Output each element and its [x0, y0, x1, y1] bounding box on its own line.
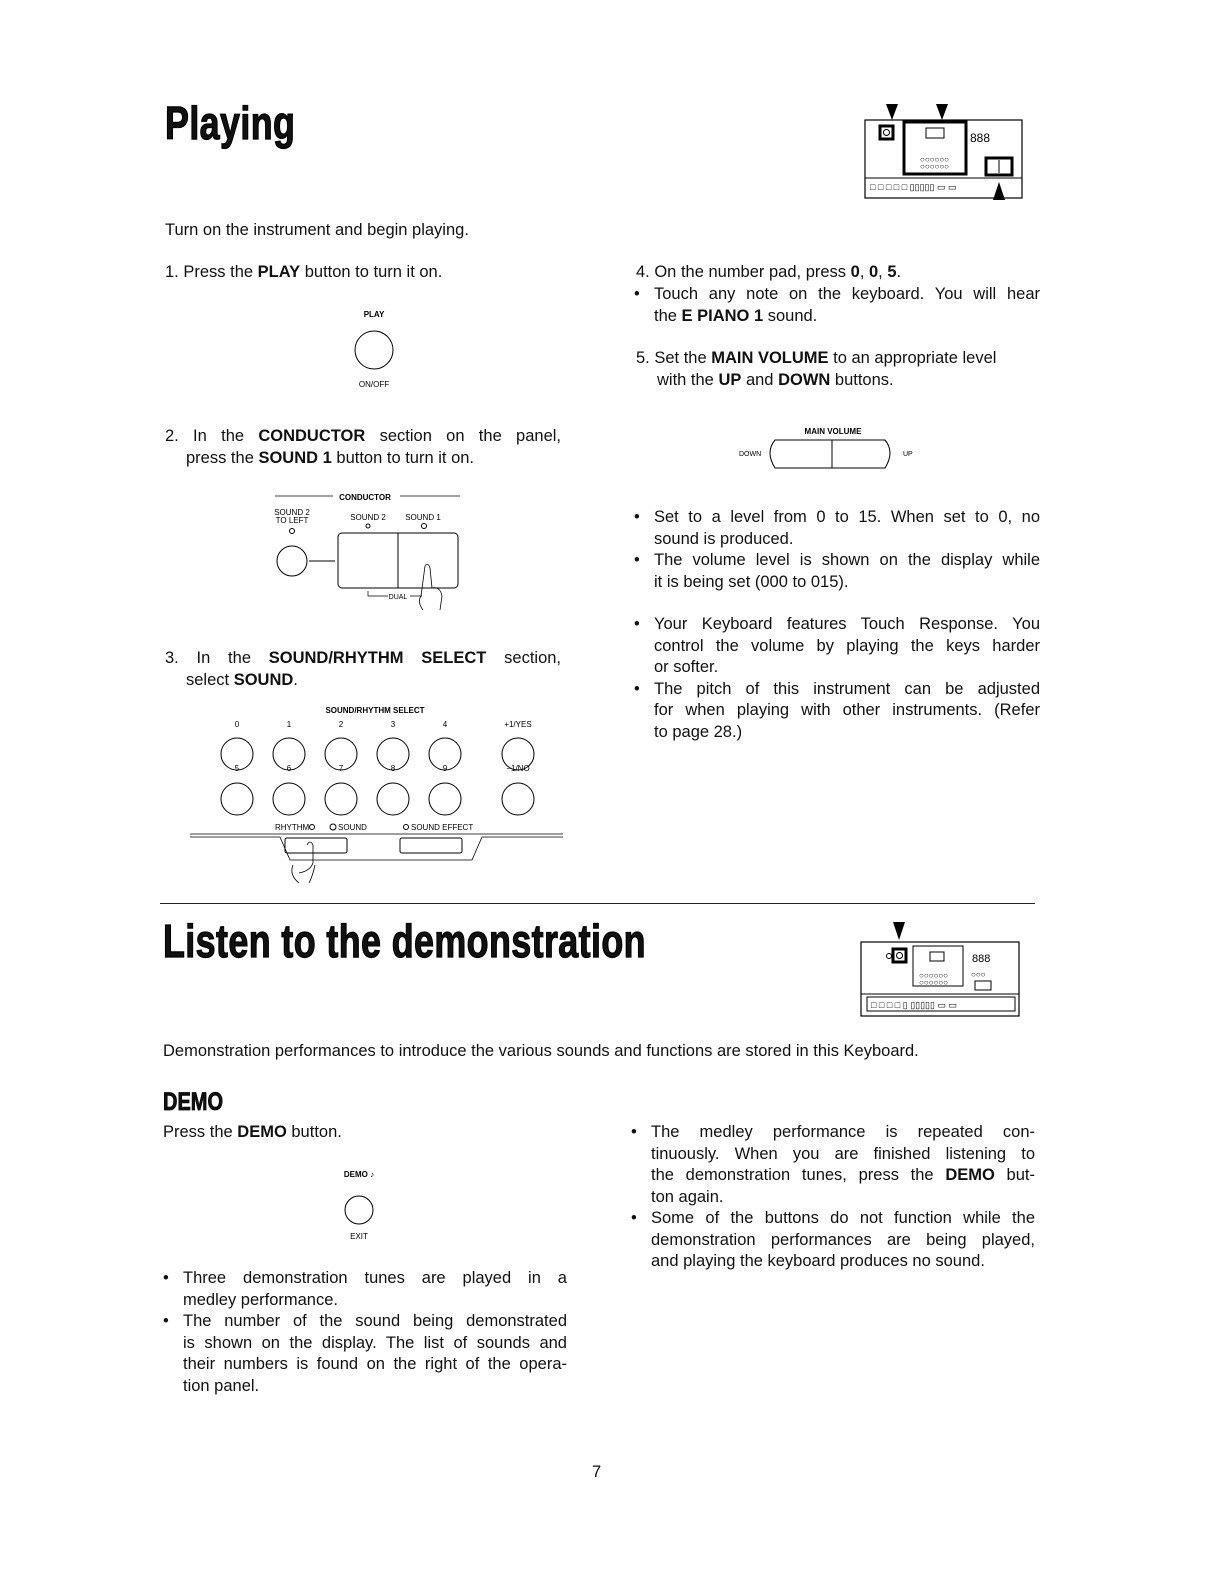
text-line [651, 1122, 1035, 1144]
text-span: Your Keyboard features Touch Response. You [654, 615, 1040, 633]
text-line [165, 262, 442, 284]
number-button [429, 783, 461, 815]
section-title-playing: Playing [165, 97, 296, 149]
number-button-label: 0 [234, 720, 240, 729]
sound2-to-left-button [277, 546, 307, 576]
text-line [183, 1333, 567, 1355]
text-span: their numbers is found on the right of the opera- [183, 1355, 567, 1373]
section-title-demonstration: Listen to the demonstration [163, 915, 646, 967]
text-line [654, 284, 1040, 306]
svg-text:○○○○○○: ○○○○○○ [919, 978, 948, 987]
step-1-text [165, 262, 442, 284]
demo-notes-right [627, 1122, 1035, 1273]
bullet-item [630, 679, 1040, 744]
number-button-label: 9 [442, 764, 448, 773]
bullet-item [627, 1122, 1035, 1208]
step-2-text [165, 426, 561, 469]
demo-label: DEMO ♪ [343, 1170, 375, 1179]
intro-text [165, 220, 469, 242]
text-span: to page 28.) [654, 722, 743, 741]
text-span: 1. Press the [165, 263, 258, 281]
text-span: The pitch of this instrument can be adjusted [654, 679, 1040, 698]
touch-pitch-notes [630, 614, 1040, 743]
svg-text:□ □ □ □ ▯ ▯▯▯▯▯ ▭ ▭: □ □ □ □ ▯ ▯▯▯▯▯ ▭ ▭ [871, 1000, 957, 1010]
text-line [654, 306, 1040, 328]
hand-pointer-icon [292, 842, 315, 883]
text-line [654, 550, 1040, 572]
text-span: demonstration performances are being played, [651, 1230, 1035, 1249]
sound-effect-button [400, 838, 462, 853]
text-span: 3. In the [165, 649, 269, 667]
text-span: to an appropriate level [828, 349, 997, 367]
sound2-label: SOUND 2 [350, 513, 386, 522]
svg-text:○○○: ○○○ [971, 970, 986, 979]
led-lit-icon [422, 524, 427, 529]
main-volume-label: MAIN VOLUME [804, 427, 862, 436]
text-span: control the volume by playing the keys harder [654, 636, 1040, 655]
demo-subheading: DEMO [163, 1088, 223, 1116]
text-span: press the [186, 448, 259, 467]
sound-label: SOUND [338, 823, 367, 832]
bold-term: DEMO [237, 1123, 287, 1141]
page-number: 7 [592, 1463, 602, 1481]
text-line [651, 1251, 1035, 1273]
bold-term: MAIN VOLUME [711, 349, 829, 367]
bullet-item [159, 1311, 567, 1397]
down-label: DOWN [739, 451, 762, 458]
rhythm-sound-button [285, 838, 347, 853]
text-span: 5. Set the [636, 349, 712, 367]
text-span: Turn on the instrument and begin playing. [165, 221, 469, 239]
text-line [165, 448, 561, 470]
text-span: button. [286, 1123, 342, 1141]
text-span: The number of the sound being demonstrated [183, 1312, 567, 1330]
number-button-label: 2 [338, 720, 344, 729]
text-span: Three demonstration tunes are played in a [183, 1269, 567, 1287]
text-line [183, 1311, 567, 1333]
text-span: with the [657, 370, 719, 389]
text-line [165, 426, 561, 448]
text-span: medley performance. [183, 1290, 338, 1309]
text-line [636, 370, 996, 392]
text-span: or softer. [654, 658, 719, 676]
section-divider [160, 903, 1035, 904]
led-lit-icon [330, 824, 336, 830]
text-span: for when playing with other instruments. (Refer [654, 701, 1040, 719]
conductor-diagram [255, 488, 470, 613]
text-line [165, 670, 561, 692]
text-line [163, 1122, 342, 1144]
text-span: Set to a level from 0 to 15. When set to 0, no [654, 508, 1040, 526]
arrow-down-icon [893, 922, 905, 940]
text-span: 4. On the number pad, press [636, 263, 851, 281]
bold-term: UP [718, 370, 742, 389]
number-button-label: 3 [390, 720, 396, 729]
dual-label: DUAL [388, 594, 408, 601]
bold-term: 0 [868, 263, 879, 281]
play-button-diagram [330, 300, 420, 395]
text-span: Some of the buttons do not function while the [651, 1209, 1035, 1227]
panel-locator-diagram [860, 100, 1030, 202]
text-span: Press the [163, 1123, 238, 1141]
text-line [654, 679, 1040, 701]
bold-term: CONDUCTOR [258, 427, 366, 445]
text-span: and playing the keyboard produces no sound. [651, 1252, 985, 1270]
text-span: , [859, 263, 869, 281]
up-label: UP [903, 451, 913, 458]
panel-locator-diagram [855, 920, 1025, 1020]
text-line [654, 636, 1040, 658]
bullet-item [630, 507, 1040, 550]
text-span: , [878, 263, 888, 281]
text-span: . [896, 263, 902, 281]
number-button-label: −1/NO [506, 764, 530, 773]
text-span: buttons. [830, 370, 894, 389]
text-span: Touch any note on the keyboard. You will hear [654, 285, 1040, 303]
bullet-item [630, 614, 1040, 679]
text-line [654, 507, 1040, 529]
text-line [183, 1290, 567, 1312]
text-span: The medley performance is repeated con- [651, 1123, 1035, 1141]
number-button-label: 5 [234, 764, 240, 773]
number-button-label: 7 [338, 764, 344, 773]
text-line [183, 1376, 567, 1398]
text-span: 2. In the [165, 427, 259, 445]
text-span: . [293, 670, 298, 689]
step-4-bullets [630, 284, 1040, 327]
text-span: ton again. [651, 1187, 724, 1206]
number-button [325, 783, 357, 815]
on-off-label: ON/OFF [358, 380, 390, 389]
text-span: section, [486, 649, 562, 667]
demo-button-circle [345, 1196, 373, 1224]
text-line [636, 348, 996, 370]
text-line [183, 1354, 567, 1376]
bold-term: DEMO [945, 1166, 995, 1184]
volume-notes [630, 507, 1040, 593]
text-span: the demonstration tunes, press the [651, 1166, 946, 1184]
bold-term: SOUND [233, 670, 294, 689]
hand-pointer-icon [410, 564, 442, 610]
step-4-text [636, 262, 901, 284]
text-span: the [654, 306, 682, 325]
arrow-down-icon [936, 104, 948, 120]
text-line [636, 262, 901, 284]
bold-term: 0 [850, 263, 860, 281]
exit-label: EXIT [350, 1232, 368, 1241]
text-line [183, 1268, 567, 1290]
step-3-text [165, 648, 561, 691]
select-title: SOUND/RHYTHM SELECT [325, 706, 425, 715]
text-span: Demonstration performances to introduce the various sounds and functions are stored in this Keyboard. [163, 1042, 919, 1060]
text-span: tion panel. [183, 1376, 260, 1395]
bullet-item [627, 1208, 1035, 1273]
text-line [654, 572, 1040, 594]
svg-text:○○○○○○: ○○○○○○ [920, 155, 949, 164]
text-span: The volume level is shown on the display while [654, 551, 1040, 569]
text-span: it is being set (000 to 015). [654, 572, 849, 591]
press-demo-text [163, 1122, 342, 1144]
volume-buttons [770, 440, 890, 468]
text-line [165, 220, 469, 242]
text-line [165, 648, 561, 670]
svg-text:○○○○○○: ○○○○○○ [919, 971, 948, 980]
play-label: PLAY [363, 310, 385, 319]
text-line [654, 700, 1040, 722]
number-button-label: 1 [286, 720, 292, 729]
text-span: is shown on the display. The list of sounds and [183, 1333, 567, 1352]
text-line [654, 722, 1040, 744]
number-button-label: +1/YES [504, 720, 532, 729]
sound-rhythm-select-diagram [185, 700, 565, 895]
text-span: sound. [763, 306, 818, 325]
text-line [163, 1041, 919, 1063]
svg-text:888: 888 [972, 953, 991, 965]
demo-notes-left [159, 1268, 567, 1397]
text-span: button to turn it on. [331, 448, 475, 467]
text-line [654, 529, 1040, 551]
main-volume-diagram [735, 422, 925, 472]
text-span: section on the panel, [365, 427, 561, 445]
bullet-item [630, 550, 1040, 593]
demo-intro-text [163, 1041, 919, 1063]
rhythm-label: RHYTHM [275, 823, 310, 832]
bold-term: PLAY [257, 263, 301, 281]
text-span: tinuously. When you are finished listening to [651, 1144, 1035, 1163]
bold-term: SOUND/RHYTHM SELECT [268, 649, 487, 667]
svg-text:□ □ □ □ □ ▯▯▯▯▯ ▭ ▭: □ □ □ □ □ ▯▯▯▯▯ ▭ ▭ [870, 182, 957, 192]
conductor-label: CONDUCTOR [339, 493, 391, 502]
svg-text:○○○○○○: ○○○○○○ [920, 162, 949, 171]
bold-term: DOWN [778, 370, 831, 389]
number-button [502, 783, 534, 815]
bullet-item [159, 1268, 567, 1311]
bold-term: E PIANO 1 [681, 306, 764, 325]
sound2-to-left-label: SOUND 2 [274, 508, 310, 517]
arrow-down-icon [886, 104, 898, 120]
number-button [273, 783, 305, 815]
bullet-item [630, 284, 1040, 327]
bold-term: 5 [887, 263, 897, 281]
number-button-label: 8 [390, 764, 396, 773]
text-span: select [186, 670, 234, 689]
text-line [651, 1187, 1035, 1209]
play-button-circle [355, 331, 393, 369]
text-line [651, 1144, 1035, 1166]
number-button-label: 6 [286, 764, 292, 773]
number-button [221, 783, 253, 815]
sound-effect-label: SOUND EFFECT [411, 823, 474, 832]
demo-button-diagram [315, 1160, 405, 1245]
text-span: but- [994, 1166, 1035, 1184]
sound2-to-left-label: TO LEFT [275, 516, 309, 525]
text-line [651, 1208, 1035, 1230]
text-line [654, 657, 1040, 679]
number-button [377, 783, 409, 815]
sound1-label: SOUND 1 [405, 513, 441, 522]
text-line [651, 1165, 1035, 1187]
step-5-text [636, 348, 996, 391]
number-button-label: 4 [442, 720, 448, 729]
text-line [654, 614, 1040, 636]
text-line [651, 1230, 1035, 1252]
text-span: and [741, 370, 779, 389]
text-span: sound is produced. [654, 529, 794, 548]
text-span: button to turn it on. [300, 263, 443, 281]
bold-term: SOUND 1 [258, 448, 332, 467]
svg-text:888: 888 [970, 131, 991, 145]
